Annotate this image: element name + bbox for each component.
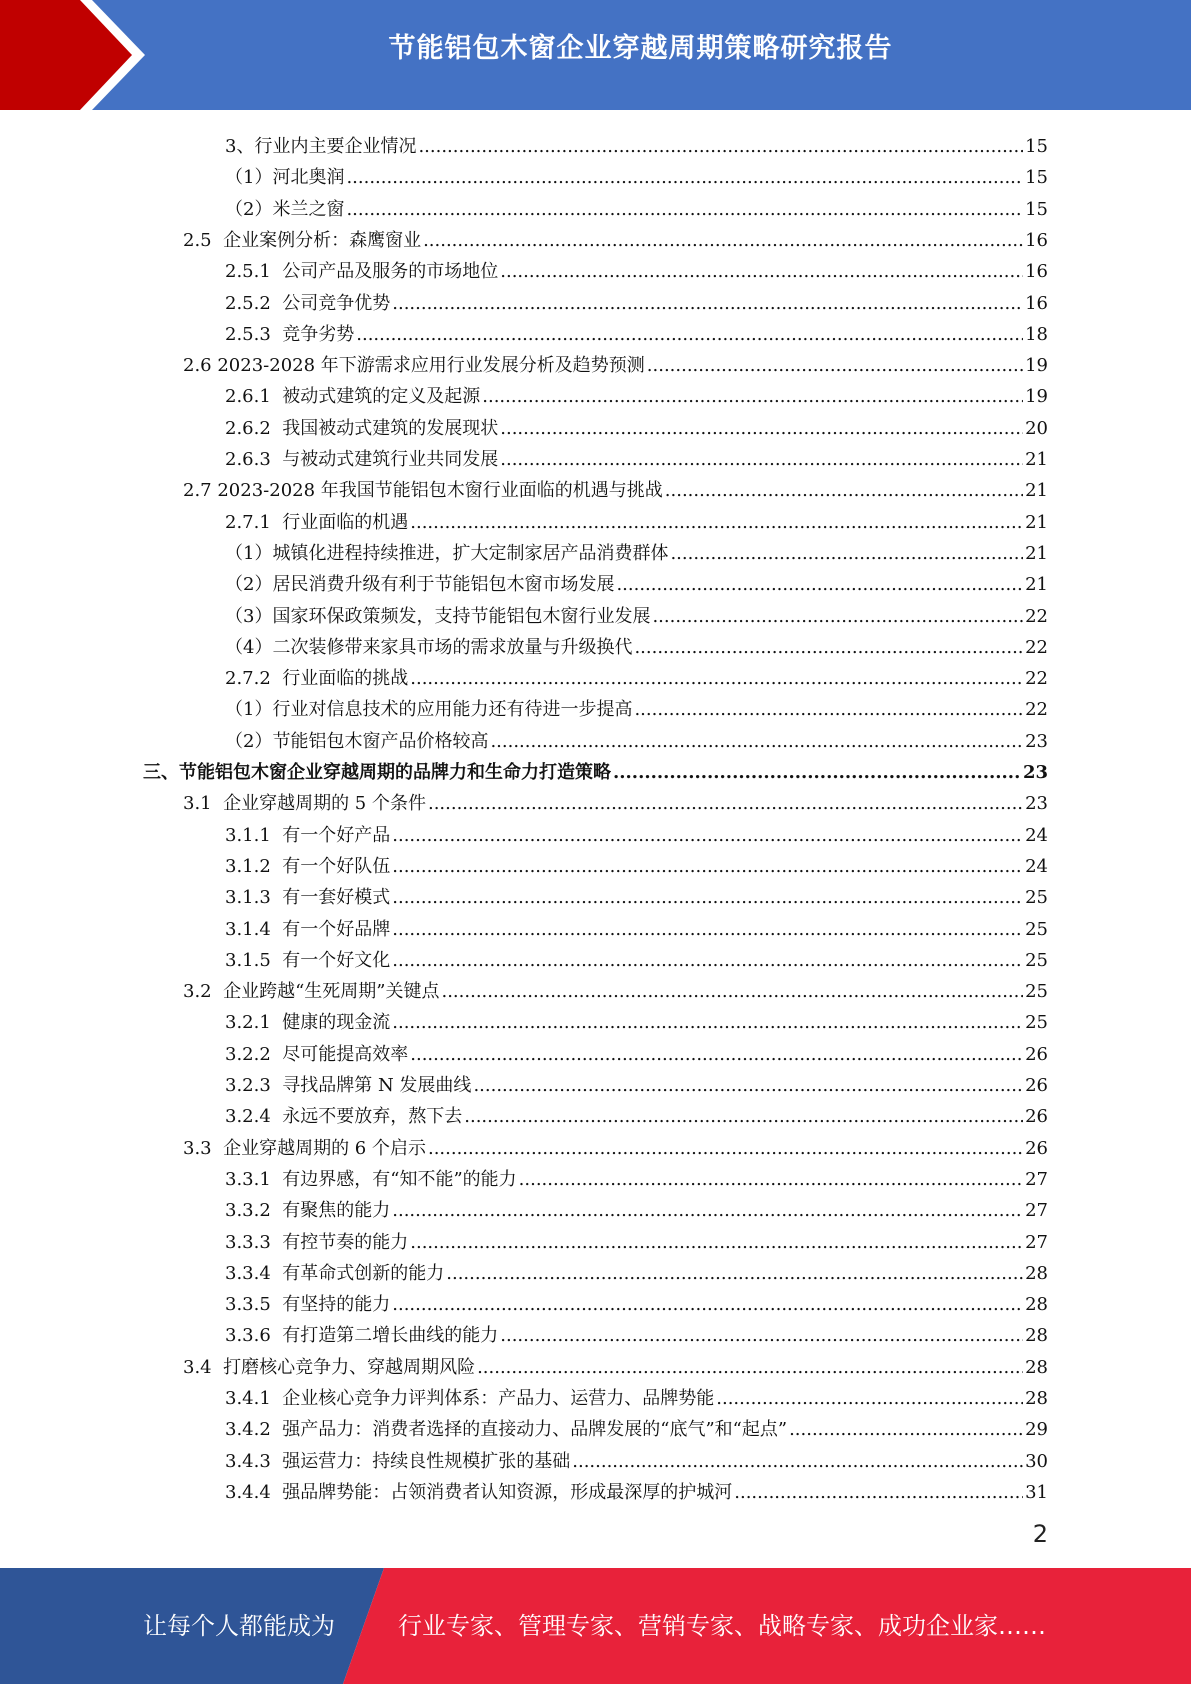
toc-entry-label: 2.6 2023-2028 年下游需求应用行业发展分析及趋势预测 — [183, 355, 645, 377]
toc-entry-page: 25 — [1025, 981, 1048, 1003]
toc-dot-leader — [410, 1232, 1023, 1254]
toc-entry-label: （1）河北奥润 — [225, 167, 345, 189]
toc-dot-leader — [423, 230, 1023, 252]
toc-dot-leader — [441, 981, 1023, 1003]
toc-entry-label: 3.3.6 有打造第二增长曲线的能力 — [225, 1325, 499, 1347]
toc-entry-label: 3.4.1 企业核心竞争力评判体系：产品力、运营力、品牌势能 — [225, 1388, 715, 1409]
toc-entry-page: 27 — [1025, 1168, 1048, 1190]
toc-entry-page: 25 — [1025, 887, 1048, 909]
toc-entry-page: 23 — [1025, 793, 1048, 815]
toc-entry-page: 22 — [1025, 636, 1048, 658]
toc-entry-label: 3.1.2 有一个好队伍 — [225, 855, 391, 877]
toc-entry-page: 15 — [1025, 136, 1048, 157]
toc-entry[interactable] — [225, 565, 1048, 596]
toc-entry[interactable] — [225, 628, 1048, 659]
toc-dot-leader — [500, 261, 1023, 283]
toc-entry-page: 22 — [1025, 668, 1048, 690]
toc-entry-label: 2.5.2 公司竞争优势 — [225, 292, 391, 314]
toc-entry[interactable] — [225, 659, 1048, 690]
toc-entry[interactable] — [225, 941, 1048, 972]
toc-dot-leader — [500, 449, 1023, 471]
toc-entry-label: 3.1 企业穿越周期的 5 个条件 — [183, 793, 426, 815]
toc-entry[interactable] — [225, 1379, 1048, 1410]
toc-dot-leader — [519, 1169, 1023, 1191]
toc-entry-page: 26 — [1025, 1043, 1048, 1065]
toc-entry[interactable] — [225, 1003, 1048, 1034]
toc-dot-leader — [665, 480, 1023, 502]
toc-entry-page: 26 — [1025, 1106, 1048, 1128]
toc-dot-leader — [392, 1012, 1023, 1034]
toc-entry-page: 24 — [1025, 855, 1048, 877]
toc-dot-leader — [634, 637, 1023, 659]
toc-entry[interactable] — [225, 1316, 1048, 1347]
toc-dot-leader — [572, 1451, 1023, 1473]
toc-entry-page: 25 — [1025, 1012, 1048, 1034]
toc-dot-leader — [734, 1482, 1023, 1504]
toc-entry-page: 15 — [1025, 167, 1048, 189]
toc-entry-page: 28 — [1025, 1325, 1048, 1347]
toc-dot-leader — [482, 386, 1023, 408]
footer-banner — [0, 1568, 1191, 1684]
toc-entry-label: 3.1.3 有一套好模式 — [225, 887, 391, 909]
toc-entry-page: 28 — [1025, 1356, 1048, 1378]
toc-entry-page: 31 — [1025, 1481, 1048, 1503]
toc-entry-label: 3.1.1 有一个好产品 — [225, 824, 391, 846]
toc-dot-leader — [477, 1357, 1023, 1379]
toc-entry-page: 20 — [1025, 417, 1048, 439]
toc-dot-leader — [634, 699, 1023, 721]
toc-entry[interactable] — [183, 972, 1048, 1003]
report-title: 节能铝包木窗企业穿越周期策略研究报告 — [388, 33, 893, 64]
toc-entry-label: 2.7.2 行业面临的挑战 — [225, 668, 409, 690]
header-arrow-decoration — [0, 0, 160, 110]
toc-entry[interactable] — [225, 503, 1048, 534]
toc-entry-label: 3.2.4 永远不要放弃，熬下去 — [225, 1106, 463, 1128]
toc-dot-leader — [716, 1388, 1023, 1410]
toc-entry-label: 3.3.2 有聚焦的能力 — [225, 1200, 391, 1222]
toc-entry[interactable] — [225, 158, 1048, 189]
toc-entry[interactable] — [225, 409, 1048, 440]
toc-entry-page: 24 — [1025, 824, 1048, 846]
toc-entry-label: （1）城镇化进程持续推进，扩大定制家居产品消费群体 — [225, 542, 669, 564]
toc-entry-label: （4）二次装修带来家具市场的需求放量与升级换代 — [225, 636, 633, 658]
toc-entry[interactable] — [225, 597, 1048, 628]
toc-dot-leader — [428, 793, 1023, 815]
toc-entry-label: 2.6.2 我国被动式建筑的发展现状 — [225, 417, 499, 439]
toc-dot-leader — [647, 355, 1023, 377]
toc-entry-label: 2.6.1 被动式建筑的定义及起源 — [225, 386, 481, 408]
toc-dot-leader — [392, 1200, 1023, 1222]
toc-entry[interactable] — [225, 1254, 1048, 1285]
toc-entry-label: 3.4 打磨核心竞争力、穿越周期风险 — [183, 1356, 476, 1378]
toc-entry[interactable] — [225, 1442, 1048, 1473]
toc-entry-page: 22 — [1025, 699, 1048, 721]
toc-dot-leader — [613, 762, 1021, 784]
toc-dot-leader — [616, 574, 1023, 596]
toc-dot-leader — [346, 167, 1023, 189]
toc-entry[interactable] — [183, 221, 1048, 252]
toc-entry-label: 3.2.1 健康的现金流 — [225, 1012, 391, 1034]
toc-dot-leader — [464, 1106, 1023, 1128]
toc-entry-page: 25 — [1025, 949, 1048, 971]
toc-entry[interactable] — [225, 127, 1048, 158]
toc-entry-page: 19 — [1025, 386, 1048, 408]
toc-entry[interactable] — [225, 878, 1048, 909]
toc-entry-label: 3.1.5 有一个好文化 — [225, 949, 391, 971]
toc-entry[interactable] — [225, 910, 1048, 941]
toc-entry-page: 23 — [1022, 762, 1048, 783]
toc-entry[interactable] — [225, 252, 1048, 283]
toc-entry-label: 2.5 企业案例分析：森鹰窗业 — [183, 229, 422, 251]
toc-entry-label: 3.3 企业穿越周期的 6 个启示 — [183, 1137, 426, 1159]
toc-entry-page: 23 — [1025, 730, 1048, 752]
toc-entry-page: 27 — [1025, 1231, 1048, 1253]
toc-entry-label: （2）米兰之窗 — [225, 198, 345, 220]
toc-entry[interactable] — [225, 1160, 1048, 1191]
toc-dot-leader — [446, 1263, 1023, 1285]
toc-entry[interactable] — [225, 440, 1048, 471]
toc-dot-leader — [392, 293, 1023, 315]
toc-entry-label: 3.4.2 强产品力：消费者选择的直接动力、品牌发展的“底气”和“起点” — [225, 1419, 788, 1441]
footer-slogan-right: 行业专家、管理专家、营销专家、战略专家、成功企业家…… — [398, 1612, 1046, 1640]
toc-entry-label: 2.5.3 竞争劣势 — [225, 323, 355, 345]
toc-dot-leader — [392, 825, 1023, 847]
toc-entry-label: （2）节能铝包木窗产品价格较高 — [225, 730, 489, 752]
toc-entry[interactable] — [225, 284, 1048, 315]
toc-entry-label: 3.3.3 有控节奏的能力 — [225, 1231, 409, 1253]
toc-entry-label: 3.4.4 强品牌势能：占领消费者认知资源，形成最深厚的护城河 — [225, 1481, 733, 1503]
toc-entry-page: 16 — [1025, 261, 1048, 283]
toc-dot-leader — [652, 606, 1023, 628]
toc-entry-page: 21 — [1025, 511, 1048, 533]
toc-entry-label: 3.1.4 有一个好品牌 — [225, 918, 391, 940]
toc-entry-page: 18 — [1025, 323, 1048, 345]
toc-entry-label: 2.5.1 公司产品及服务的市场地位 — [225, 261, 499, 283]
toc-dot-leader — [789, 1419, 1023, 1441]
toc-entry[interactable] — [183, 1129, 1048, 1160]
toc-entry-label: 3.3.5 有坚持的能力 — [225, 1294, 391, 1316]
toc-entry-label: 3.4.3 强运营力：持续良性规模扩张的基础 — [225, 1450, 571, 1472]
toc-dot-leader — [500, 418, 1023, 440]
toc-entry[interactable] — [183, 346, 1048, 377]
toc-dot-leader — [392, 919, 1023, 941]
toc-entry[interactable] — [225, 1066, 1048, 1097]
header-banner — [0, 0, 1191, 110]
toc-dot-leader — [346, 199, 1023, 221]
toc-dot-leader — [490, 731, 1023, 753]
toc-entry[interactable] — [183, 1348, 1048, 1379]
toc-entry[interactable] — [225, 690, 1048, 721]
toc-entry-page: 28 — [1025, 1388, 1048, 1409]
toc-entry-label: 3.2.3 寻找品牌第 N 发展曲线 — [225, 1075, 472, 1096]
toc-entry-page: 22 — [1025, 605, 1048, 627]
toc-entry[interactable] — [225, 315, 1048, 346]
toc-entry-page: 15 — [1025, 198, 1048, 220]
toc-entry[interactable] — [225, 534, 1048, 565]
toc-entry-label: 2.7 2023-2028 年我国节能铝包木窗行业面临的机遇与挑战 — [183, 480, 663, 502]
toc-entry-page: 21 — [1025, 574, 1048, 596]
toc-entry-page: 28 — [1025, 1262, 1048, 1284]
toc-dot-leader — [356, 324, 1023, 346]
page-number: 2 — [1032, 1520, 1048, 1548]
toc-dot-leader — [428, 1138, 1023, 1160]
toc-entry-label: 3.3.1 有边界感，有“知不能”的能力 — [225, 1168, 517, 1190]
toc-entry[interactable] — [225, 1410, 1048, 1441]
toc-dot-leader — [410, 1044, 1023, 1066]
toc-entry[interactable] — [225, 1473, 1048, 1504]
toc-entry[interactable] — [225, 722, 1048, 753]
toc-entry[interactable] — [225, 1285, 1048, 1316]
toc-entry-label: 三、节能铝包木窗企业穿越周期的品牌力和生命力打造策略 — [143, 762, 611, 783]
toc-entry[interactable] — [225, 190, 1048, 221]
toc-dot-leader — [410, 512, 1023, 534]
toc-entry-page: 21 — [1025, 449, 1048, 470]
toc-entry-label: 2.6.3 与被动式建筑行业共同发展 — [225, 449, 499, 470]
toc-entry[interactable] — [183, 784, 1048, 815]
toc-entry[interactable] — [225, 1223, 1048, 1254]
toc-entry[interactable] — [225, 1097, 1048, 1128]
toc-entry-page: 27 — [1025, 1200, 1048, 1222]
toc-entry[interactable] — [225, 816, 1048, 847]
toc-dot-leader — [392, 856, 1023, 878]
toc-entry-page: 16 — [1025, 292, 1048, 314]
toc-entry-label: （1）行业对信息技术的应用能力还有待进一步提高 — [225, 699, 633, 721]
toc-entry-label: 3、行业内主要企业情况 — [225, 136, 417, 157]
toc-entry-page: 26 — [1025, 1137, 1048, 1159]
footer-slogan-left: 让每个人都能成为 — [143, 1612, 335, 1640]
toc-entry-page: 30 — [1025, 1450, 1048, 1472]
toc-entry[interactable] — [225, 377, 1048, 408]
toc-entry-label: （2）居民消费升级有利于节能铝包木窗市场发展 — [225, 574, 615, 596]
toc-dot-leader — [418, 136, 1023, 158]
toc-dot-leader — [500, 1325, 1023, 1347]
toc-entry-page: 21 — [1025, 480, 1048, 502]
toc-dot-leader — [392, 950, 1023, 972]
toc-entry-page: 19 — [1025, 355, 1048, 377]
toc-entry-label: 3.2 企业跨越“生死周期”关键点 — [183, 981, 440, 1003]
toc-dot-leader — [410, 668, 1023, 690]
toc-entry-label: 3.3.4 有革命式创新的能力 — [225, 1262, 445, 1284]
toc-dot-leader — [670, 543, 1023, 565]
toc-entry-page: 21 — [1025, 542, 1048, 564]
toc-entry-label: 3.2.2 尽可能提高效率 — [225, 1043, 409, 1065]
toc-entry-page: 29 — [1025, 1419, 1048, 1441]
toc-entry-label: 2.7.1 行业面临的机遇 — [225, 511, 409, 533]
toc-entry-page: 26 — [1025, 1075, 1048, 1096]
toc-entry[interactable] — [143, 753, 1048, 784]
toc-entry-page: 25 — [1025, 918, 1048, 940]
toc-entry[interactable] — [183, 471, 1048, 502]
toc-dot-leader — [392, 887, 1023, 909]
toc-entry[interactable] — [225, 1035, 1048, 1066]
toc-entry-label: （3）国家环保政策频发，支持节能铝包木窗行业发展 — [225, 605, 651, 627]
toc-entry-page: 28 — [1025, 1294, 1048, 1316]
toc-entry[interactable] — [225, 847, 1048, 878]
toc-dot-leader — [473, 1075, 1023, 1097]
toc-entry[interactable] — [225, 1191, 1048, 1222]
toc-entry-page: 16 — [1025, 229, 1048, 251]
toc-dot-leader — [392, 1294, 1023, 1316]
